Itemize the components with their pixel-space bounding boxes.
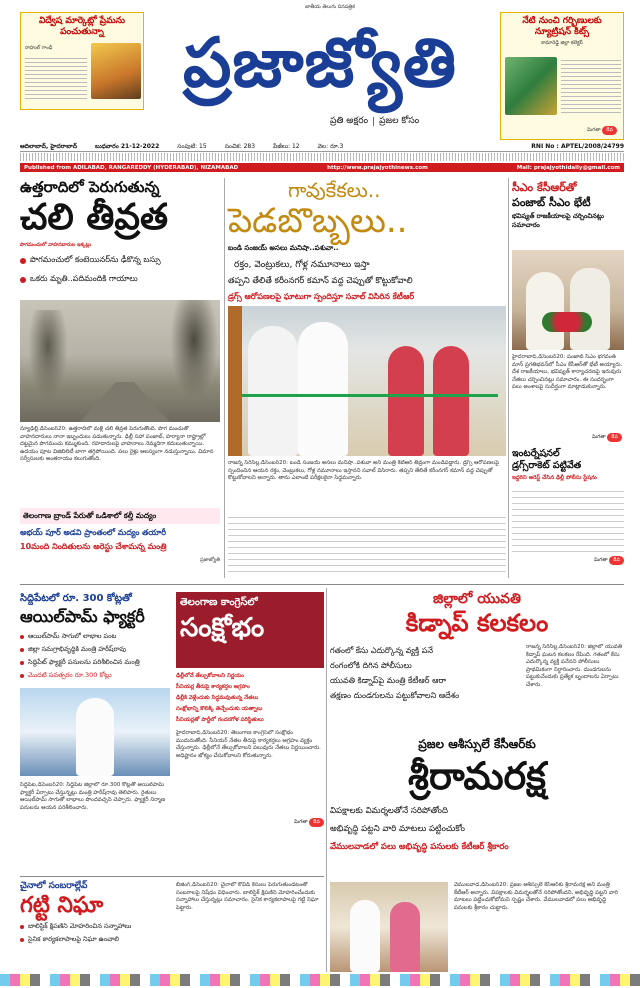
registration-strip — [0, 974, 640, 986]
cold-fog-photo — [20, 300, 220, 422]
bullet-dot-icon — [20, 648, 24, 652]
bullet-dot-icon — [20, 258, 26, 264]
oilpalm-b2: జిల్లా సమగ్రాభివృద్ధికి మంత్రి హరీష్‌రావు — [28, 645, 126, 653]
dateline-issue: సంచిక: 283 — [224, 142, 256, 150]
bullet-dot-icon — [20, 661, 24, 665]
person-shape — [248, 326, 298, 456]
ramaraksha-kicker: ప్రజల ఆశీస్సులే కేసీఆర్‌కు — [418, 737, 536, 751]
kcr-more[interactable] — [592, 433, 622, 442]
kcr-headline-1: సీఎం కేసీఆర్‌తో — [512, 181, 577, 194]
kcr-sub: భవిష్యత్ రాజకీయాలపై చర్చించినట్లు సమాచారం — [512, 212, 605, 229]
left-promo-title: విద్వేష మార్కెట్లో ప్రేమను పంచుతున్నా — [38, 16, 126, 37]
kidnap-sub2: రంగంలోకి దిగిన పోలీసులు — [330, 661, 412, 670]
story-liquor — [20, 508, 220, 588]
oilpalm-b1: ఆయిల్‌పామ్ సాగులో లాభాల పంట — [28, 632, 117, 640]
story-oilpalm — [20, 592, 170, 872]
slogan-divider: | — [372, 117, 376, 127]
person-shape — [390, 902, 420, 972]
publisher-email[interactable]: Mail: prajajyothidaily@gmail.com — [516, 164, 620, 171]
china-kicker: చైనాలో సంబరాల్లేవ్ — [20, 881, 88, 891]
liquor-headline: తెలంగాణ బ్రాండ్ పేరుతో ఒడిశాలో కల్తీ మద్యం — [20, 508, 220, 524]
page-tag: 8వ — [602, 126, 617, 135]
left-promo-photo — [91, 43, 141, 99]
cold-headline: చలి తీవ్రత — [20, 197, 169, 238]
liquor-sub2: 10మంది నిందితులను అరెస్టు చేశామన్న మంత్రి — [20, 542, 167, 551]
kidnap-headline-1: జిల్లాలో యువతి — [433, 591, 521, 607]
lead-headline: పెడబొబ్బలు.. — [228, 201, 408, 241]
lead-sub4: డ్రగ్స్ ఆరోపణలపై ఘాటుగా స్పందిస్తూ సవాల్ విసిరిన కేటీఆర్ — [228, 292, 415, 301]
dateline — [20, 142, 624, 152]
story-congress — [176, 592, 324, 825]
china-bullet-2 — [20, 935, 170, 945]
slogan-left: ప్రతి అక్షరం — [330, 116, 369, 126]
congress-b5: సీనియర్లతో పార్టీలో గందరగోళ పరిస్థితులు — [176, 717, 264, 723]
column-rule — [224, 178, 225, 578]
person-shape — [388, 346, 424, 456]
ramaraksha-sub1: విపక్షాలకు విమర్శలతోనే సరిపోతోంది — [330, 806, 448, 816]
congress-body: హైదరాబాద్,డిసెంబర్20: తెలంగాణ కాంగ్రెస్‌లో సంక్షోభం ముదురుతోంది. సీనియర్ నేతల తీరుపై కార్యకర్తలు ఆగ్రహం వ్యక్తం చేస్తున్నారు. ఢిల్లీలోనే తేల్చుకోవాలని పలువురు నేతలు నిర్ణయించారు. అధిష్టానం జోక్యం చేసుకోవాలని కోరుతున్నారు. — [176, 730, 321, 759]
kidnap-body: రాజన్న సిరిసిల్ల,డిసెంబర్20: జిల్లాలో యువతి కిడ్నాప్ ఘటన కలకలం రేపింది. గతంలో కేసు ఎదుర్కొన్న వ్యక్తి పనేనని పోలీసులు ప్రాథమికంగా నిర్ధారించారు. దుండగులను పట్టుకునేందుకు ప్రత్యేక బృందాలను ఏర్పాటు చేశారు. — [526, 644, 623, 688]
kcr-body: హైదరాబాద్,డిసెంబర్20: పంజాబ్ సీఎం భగవంత్ మాన్ ప్రగతిభవన్‌లో సీఎం కేసీఆర్‌తో భేటీ అయ్యారు. దేశ రాజకీయాలు, భవిష్యత్ కార్యాచరణపై ఇరువురు నేతలు చర్చించినట్లు సమాచారం. ఈ సందర్భంగా పలు అంశాలపై సుదీర్ఘంగా మాట్లాడుకున్నారు. — [512, 354, 623, 390]
right-promo-title: నేటి నుంచి గర్భిణులకు న్యూట్రిషన్ కిట్స్ — [522, 16, 602, 37]
ribbon-shape — [238, 394, 498, 397]
cold-bullet-2-text: ఒకరు మృతి..పదిమందికి గాయాలు — [30, 274, 138, 283]
story-cold — [20, 178, 220, 508]
newspaper-title: ప్రజాజ్యోతి — [182, 24, 458, 103]
lead-body: రాజన్న సిరిసిల్ల,డిసెంబర్20: బండి సంజయ్ అసలు మనిషా..పశువా అని మంత్రి కేటీఆర్ తీవ్రంగా మండిపడ్డారు. డ్రగ్స్ ఆరోపణలపై స్పందించిన ఆయన రక్తం, వెంట్రుకలు, గోళ్ల నమూనాలు ఇస్తానని సవాల్ విసిరారు. తప్పని తేలితే కరీంనగర్ కమాన్ వద్ద చెప్పుతో కొట్టుకోవాలని అన్నారు. తాను ఎలాంటి పరీక్షలకైనా సిద్ధమన్నారు. — [228, 460, 500, 481]
person-shape — [433, 346, 469, 456]
left-promo-sub: రాహుల్ గాంధీ — [25, 45, 53, 51]
page-tag: 8వ — [609, 556, 624, 565]
muhurtham-strip — [20, 153, 624, 161]
story-china — [20, 880, 170, 980]
oilpalm-bullet-4 — [20, 671, 170, 681]
cold-bullet-1 — [20, 255, 220, 266]
ramaraksha-photo — [330, 882, 448, 972]
story-ramaraksha — [330, 736, 624, 876]
right-promo-sub: కామారెడ్డి జిల్లా కలెక్టర్ — [541, 40, 583, 46]
right-promo-text — [561, 57, 621, 115]
person-shape — [350, 900, 380, 972]
cold-body: న్యూఢిల్లీ,డిసెంబర్20: ఉత్తరాదిలో మళ్లీ చలి తీవ్రత పెరుగుతోంది. పొగ మంచుతో వాహనదారులు నానా ఇబ్బందులు పడుతున్నారు. ఢిల్లీ సహా పంజాబ్, హర్యానా రాష్ట్రాల్లో దట్టమైన పొగమంచు కమ్ముకుంది. రహదారులపై వాహనాలు నెమ్మదిగా కదులుతున్నాయి. ఉదయం పూట విజిబిలిటీ బాగా తగ్గిపోయింది. పలు రైళ్లు ఆలస్యంగా నడుస్తున్నాయి. విమాన సర్వీసులకు అంతరాయం కలుగుతోంది. — [20, 426, 214, 462]
masthead — [0, 0, 640, 150]
right-promo-box[interactable] — [500, 12, 624, 140]
congress-b4: సంక్షోభాన్ని కొలిక్కి తెచ్చేందుకు యత్నాలు — [176, 706, 263, 712]
congress-header — [176, 592, 324, 668]
flower-shape — [542, 312, 592, 332]
more-label: మిగతా — [586, 127, 601, 133]
liquor-sub1: అభయ్ పూర్ అడవి ప్రాంతంలో మద్యం తయారీ — [20, 528, 166, 537]
drugs-headline-1: ఇంటర్నేషనల్ — [512, 448, 560, 459]
congress-b2: సీనియర్ల తీరుపై కార్యకర్తల ఆగ్రహం — [176, 684, 250, 690]
publisher-place: Published from ADILABAD, RANGAREDDY (HYDERABAD), NIZAMABAD — [24, 164, 239, 171]
story-drugs — [512, 448, 624, 578]
drugs-more[interactable] — [512, 556, 624, 565]
china-body: బీజింగ్,డిసెంబర్20: చైనాలో కొవిడ్ కేసులు పెరుగుతుండటంతో సంబరాలపై నిషేధం విధించారు. బాలిస్టిక్ క్షిపణిని మోహరించేందుకు సన్నాహాలు చేస్తున్నట్లు సమాచారం. సైనిక కార్యకలాపాలపై గట్టి నిఘా పెట్టారు. — [176, 882, 319, 911]
tree-shape — [170, 300, 218, 400]
congress-headline-1: తెలంగాణ కాంగ్రెస్‌లో — [180, 597, 258, 608]
bullet-dot-icon — [20, 674, 24, 678]
cold-bullet-1-text: పొగమంచులో కంటెయినర్‌ను ఢీకొన్న బస్సు — [30, 255, 161, 264]
cold-bullet-2 — [20, 274, 220, 285]
oilpalm-bullet-2 — [20, 645, 170, 655]
road-shape — [80, 382, 170, 422]
dateline-pages: పేజీలు: 12 — [273, 142, 300, 150]
ramaraksha-body: వేములవాడ,డిసెంబర్20: ప్రజల ఆశీస్సులే కేసీఆర్‌కు శ్రీరామరక్ష అని మంత్రి కేటీఆర్ అన్నారు. విపక్షాలకు విమర్శలతోనే సరిపోతోందని, అభివృద్ధి పట్టని వారి మాటలు పట్టించుకోబోమని స్పష్టం చేశారు. వేములవాడలో పలు అభివృద్ధి పనులకు శ్రీకారం చుట్టారు. — [454, 882, 618, 911]
person-shape — [76, 698, 114, 776]
dateline-price: వెల: రూ.3 — [317, 142, 344, 150]
oilpalm-bullet-1 — [20, 632, 170, 642]
cold-kicker: ఉత్తరాదిలో పెరుగుతున్న — [20, 178, 160, 196]
lead-sub1: బండి సంజయ్ అసలు మనిషా..పశువా.. — [228, 244, 339, 252]
person-shape — [526, 272, 564, 350]
right-promo-photo — [505, 57, 557, 115]
drugs-headline-2: డ్రగ్స్‌రాకెట్ పట్టివేత — [512, 460, 582, 471]
story-kidnap — [330, 590, 624, 730]
page-tag: 8వ — [309, 818, 324, 827]
ramaraksha-headline: శ్రీరామరక్ష — [408, 754, 546, 798]
lead-continuation — [228, 512, 506, 572]
china-b2: సైనిక కార్యకలాపాలపై నిఘా ఉంచాలి — [28, 935, 120, 943]
kcr-photo — [512, 250, 624, 350]
oilpalm-b4: మొదటి సవత్సరం రూ.300 కోట్లు — [28, 671, 112, 679]
china-headline: గట్టి నిఘా — [20, 893, 104, 918]
tree-shape — [28, 310, 68, 400]
more-label: మిగతా — [293, 819, 308, 825]
kidnap-sub1: గతంలో కేసు ఎదుర్కొన్న వ్యక్తి పనే — [330, 646, 434, 655]
person-shape — [298, 322, 348, 456]
bullet-dot-icon — [20, 925, 24, 929]
congress-b1: ఢిల్లీలోనే తేల్చుకోవాలని నిర్ణయం — [176, 673, 245, 679]
dateline-rni: RNI No : APTEL/2008/24799 — [531, 142, 624, 150]
more-label: మిగతా — [591, 434, 606, 440]
kcr-headline-2: పంజాబ్ సీఎం భేటీ — [512, 196, 591, 209]
congress-more[interactable] — [176, 818, 324, 827]
right-promo-more[interactable] — [587, 126, 617, 135]
page-tag: 8వ — [607, 433, 622, 442]
oilpalm-headline-2: ఆయిల్‌పామ్ ఫ్యాక్టరీ — [20, 607, 145, 626]
section-rule — [20, 584, 624, 585]
ramaraksha-sub3: వేములవాడలో పలు అభివృద్ధి పనులకు కేటీఆర్ శ్రీకారం — [330, 842, 509, 852]
drugs-body — [512, 486, 624, 556]
dateline-date: బుధవారం 21-12-2022 — [95, 142, 160, 150]
bullet-dot-icon — [20, 938, 24, 942]
liquor-credit: ప్రజాజ్యోతి — [200, 557, 220, 563]
kidnap-sub4: తక్షణం దుండగులను పట్టుకోవాలని ఆదేశం — [330, 691, 460, 700]
oilpalm-body: సిద్దిపేట,డిసెంబర్20: సిద్దిపేట జిల్లాలో రూ.300 కోట్లతో ఆయిల్‌పామ్ ఫ్యాక్టరీ ఏర్పాటు చేస్తున్నట్లు మంత్రి హరీష్‌రావు తెలిపారు. రైతులు ఆయిల్‌పామ్ సాగుతో లాభాలు పొందవచ్చని చెప్పారు. ఫ్యాక్టరీ నిర్మాణ పనులను ఆయన పరిశీలించారు. — [20, 782, 166, 811]
drugs-sub: ఇద్దరిని అరెస్ట్ చేసిన ఢిల్లీ పోలీసు స్టేషను — [512, 475, 597, 481]
slogan-right: ప్రజల కోసం — [379, 116, 420, 126]
doorframe-shape — [228, 306, 242, 456]
china-b1: బాలిస్టిక్ క్షిపణిని మోహరించిన సన్నాహాలు — [28, 922, 132, 930]
story-lead — [228, 178, 506, 508]
publisher-bar — [20, 163, 624, 172]
lead-sub3: తప్పని తేలితే కరీంనగర్ కమాన్ వద్ద చెప్పుతో కొట్టుకోవాలి — [228, 276, 413, 286]
ramaraksha-sub2: అభివృద్ధి పట్టని వారి మాటలు పట్టించుకోం — [330, 824, 465, 834]
kidnap-headline-2: కిడ్నాప్ కలకలం — [405, 609, 549, 637]
china-bullet-1 — [20, 922, 170, 932]
kidnap-sub3: యువతి కిడ్నాప్‌పై మంత్రి కేటీఆర్ ఆరా — [330, 676, 446, 685]
slogan — [330, 116, 480, 128]
congress-headline-2: సంక్షోభం — [180, 613, 265, 643]
oilpalm-headline-1: సిద్దిపేటలో రూ. 300 కోట్లతో — [20, 593, 132, 604]
story-kcr — [512, 180, 624, 442]
column-rule — [326, 588, 327, 972]
column-rule — [508, 178, 509, 578]
bullet-dot-icon — [20, 635, 24, 639]
section-rule — [20, 876, 324, 877]
oilpalm-photo — [20, 688, 170, 776]
bullet-dot-icon — [20, 277, 26, 283]
oilpalm-bullet-3 — [20, 658, 170, 668]
lead-kicker: గావుకేకలు.. — [288, 178, 381, 202]
dateline-place: ఆదిలాబాద్, హైదరాబాద్ — [20, 142, 78, 150]
lead-photo — [228, 306, 506, 456]
left-promo-text — [25, 55, 87, 99]
lead-sub2: రక్తం, వెంట్రుకలు, గోళ్ల నమూనాలు ఇస్తా — [234, 260, 370, 270]
congress-b3: ఢిల్లీకి వెళ్లేందుకు సిద్ధమవుతున్న నేతలు — [176, 695, 259, 701]
more-label: మిగతా — [593, 557, 608, 563]
cold-tagline: పొగమంచులో వాహనదారుల ఇక్కట్లు — [20, 242, 92, 248]
tagline-top: జాతీయ తెలుగు దినపత్రిక — [305, 4, 355, 10]
person-shape — [570, 268, 610, 350]
dateline-volume: సంపుటి: 15 — [177, 142, 207, 150]
left-promo-box[interactable] — [20, 12, 144, 110]
publisher-website[interactable]: http://www.prajajyothinews.com — [327, 164, 428, 171]
oilpalm-b3: సిద్దిపేట్ ఫ్యాక్టరీ పనులను పరిశీలించిన మంత్రి — [28, 658, 140, 666]
